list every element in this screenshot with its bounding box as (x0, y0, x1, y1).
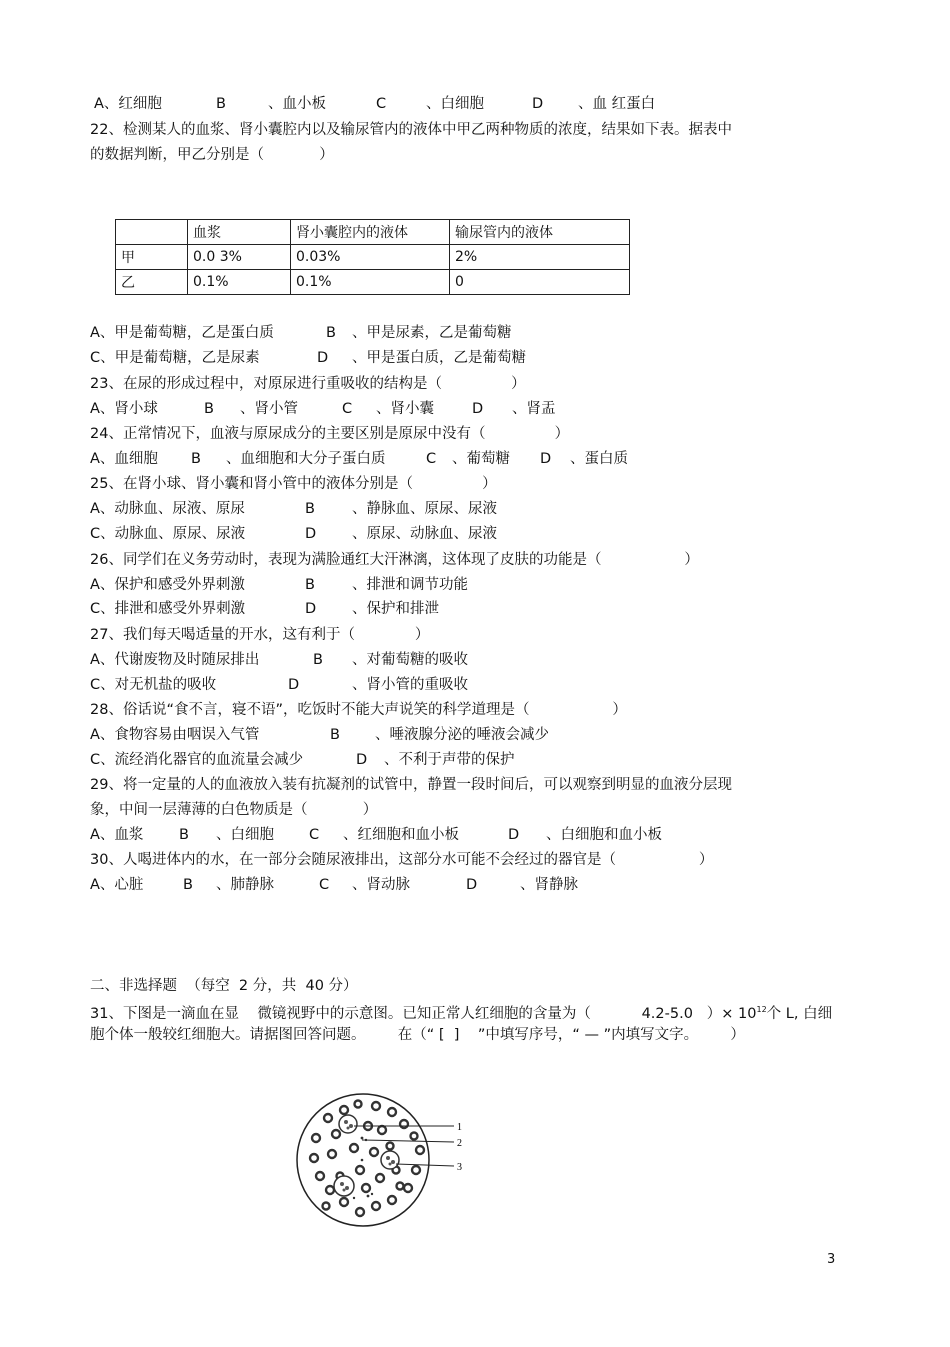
q25-option-b-text: 、静脉血、原尿、尿液 (352, 501, 497, 517)
table-row (116, 245, 630, 270)
table-header-cell: 肾小囊腔内的液体 (291, 220, 450, 245)
q24-option-b-text: 、血细胞和大分子蛋白质 (226, 451, 386, 467)
q28-option-c: C、流经消化器官的血流量会减少 (90, 752, 304, 768)
q23-option-a: A、肾小球 (90, 401, 158, 417)
q25-option-d-text: 、原尿、动脉血、尿液 (352, 526, 497, 542)
q27-stem: 27、我们每天喝适量的开水，这有利于（ ） (90, 627, 430, 643)
q30-option-b-letter: B (183, 877, 193, 893)
table-cell: 0 (450, 270, 630, 295)
q31-stem-line1 (90, 1001, 832, 1023)
q28-stem: 28、俗话说“食不言，寝不语”，吃饭时不能大声说笑的科学道理是（ ） (90, 702, 627, 718)
q29-option-a: A、血浆 (90, 827, 144, 843)
q29-option-b-text: 、白细胞 (216, 827, 274, 843)
q28-option-a: A、食物容易由咽误入气管 (90, 727, 260, 743)
table-cell: 0.1% (188, 270, 291, 295)
q22-table (115, 219, 630, 295)
q29-option-d-text: 、白细胞和血小板 (546, 827, 662, 843)
q26-option-c: C、排泄和感受外界刺激 (90, 601, 246, 617)
q31-stem-line1-b: 个 L, 白细 (766, 1005, 833, 1022)
q21-option-a: A、红细胞 (94, 96, 162, 112)
q22-option-b-letter: B (326, 325, 336, 341)
q25-option-a: A、动脉血、尿液、原尿 (90, 501, 245, 517)
blood-smear-figure (296, 1090, 486, 1230)
table-cell: 0.1% (291, 270, 450, 295)
q22-option-b-text: 、甲是尿素，乙是葡萄糖 (352, 325, 512, 341)
q22-stem-line2: 的数据判断，甲乙分别是（ ） (90, 147, 334, 163)
q24-option-c-text: 、葡萄糖 (452, 451, 510, 467)
table-cell: 0.03% (291, 245, 450, 270)
q21-option-b-text: 、血小板 (268, 96, 326, 112)
q27-option-d-letter: D (288, 677, 300, 693)
q24-option-c-letter: C (426, 451, 437, 467)
section-title: 二、非选择题 （每空 2 分，共 40 分） (90, 978, 358, 994)
figure-label-2: 2 (457, 1138, 462, 1149)
q30-option-c-letter: C (319, 877, 330, 893)
q21-option-d-letter: D (532, 96, 544, 112)
q25-option-b-letter: B (305, 501, 315, 517)
table-cell: 2% (450, 245, 630, 270)
q26-option-d-letter: D (305, 601, 317, 617)
q22-option-d-letter: D (317, 350, 329, 366)
q23-option-b-letter: B (204, 401, 214, 417)
q24-option-d-text: 、蛋白质 (570, 451, 628, 467)
q24-option-a: A、血细胞 (90, 451, 158, 467)
q28-option-d-letter: D (356, 752, 368, 768)
q23-option-c-text: 、肾小囊 (376, 401, 434, 417)
q29-option-c-letter: C (309, 827, 320, 843)
q30-option-d-letter: D (466, 877, 478, 893)
q21-option-c-letter: C (376, 96, 387, 112)
q22-stem-line1: 22、检测某人的血浆、肾小囊腔内以及输尿管内的液体中甲乙两种物质的浓度，结果如下表。据表中 (90, 122, 732, 138)
q21-option-c-text: 、白细胞 (426, 96, 484, 112)
table-cell: 乙 (116, 270, 188, 295)
q30-option-a: A、心脏 (90, 877, 144, 893)
q27-option-d-text: 、肾小管的重吸收 (352, 677, 468, 693)
q31-stem-line2: 胞个体一般较红细胞大。请据图回答问题。 在（“ [ ] ”中填写序号，“ — ”内填写文字。 ） (90, 1027, 745, 1043)
page-number: 3 (827, 1252, 836, 1267)
q22-option-c: C、甲是葡萄糖，乙是尿素 (90, 350, 260, 366)
q29-option-d-letter: D (508, 827, 520, 843)
figure-label-1: 1 (457, 1122, 462, 1133)
q28-option-b-text: 、唾液腺分泌的唾液会减少 (375, 727, 549, 743)
q26-option-a: A、保护和感受外界刺激 (90, 577, 245, 593)
q24-option-b-letter: B (191, 451, 201, 467)
q22-option-d-text: 、甲是蛋白质，乙是葡萄糖 (352, 350, 526, 366)
q30-stem: 30、人喝进体内的水，在一部分会随尿液排出，这部分水可能不会经过的器官是（ ） (90, 852, 714, 868)
figure-label-3: 3 (457, 1162, 462, 1173)
q27-option-c: C、对无机盐的吸收 (90, 677, 217, 693)
q26-option-b-text: 、排泄和调节功能 (352, 577, 468, 593)
q28-option-d-text: 、不利于声带的保护 (384, 752, 515, 768)
q22-option-a: A、甲是葡萄糖，乙是蛋白质 (90, 325, 274, 341)
q30-option-c-text: 、肾动脉 (352, 877, 410, 893)
q29-stem-line1: 29、将一定量的人的血液放入装有抗凝剂的试管中，静置一段时间后，可以观察到明显的血液分层现 (90, 777, 732, 793)
table-header-cell (116, 220, 188, 245)
q28-option-b-letter: B (330, 727, 340, 743)
table-row (116, 270, 630, 295)
q31-stem-line1-a: 31、下图是一滴血在显 微镜视野中的示意图。已知正常人红细胞的含量为（ 4.2-5.0 ）× 10 (90, 1005, 757, 1022)
q23-option-d-letter: D (472, 401, 484, 417)
q30-option-d-text: 、肾静脉 (520, 877, 578, 893)
q31-exponent: 12 (756, 1005, 767, 1014)
q24-option-d-letter: D (540, 451, 552, 467)
q23-option-c-letter: C (342, 401, 353, 417)
q25-option-d-letter: D (305, 526, 317, 542)
q26-option-d-text: 、保护和排泄 (352, 601, 439, 617)
q29-option-b-letter: B (179, 827, 189, 843)
q23-stem: 23、在尿的形成过程中，对原尿进行重吸收的结构是（ ） (90, 376, 526, 392)
q26-stem: 26、同学们在义务劳动时，表现为满脸通红大汗淋漓，这体现了皮肤的功能是（ ） (90, 552, 699, 568)
q26-option-b-letter: B (305, 577, 315, 593)
table-cell: 甲 (116, 245, 188, 270)
q21-option-b-letter: B (216, 96, 226, 112)
q27-option-a: A、代谢废物及时随尿排出 (90, 652, 260, 668)
q30-option-b-text: 、肺静脉 (216, 877, 274, 893)
q23-option-d-text: 、肾盂 (512, 401, 556, 417)
q25-option-c: C、动脉血、原尿、尿液 (90, 526, 246, 542)
q24-stem: 24、正常情况下，血液与原尿成分的主要区别是原尿中没有（ ） (90, 426, 570, 442)
q29-option-c-text: 、红细胞和血小板 (343, 827, 459, 843)
q23-option-b-text: 、肾小管 (240, 401, 298, 417)
q27-option-b-letter: B (313, 652, 323, 668)
q21-option-d-text: 、血 红蛋白 (578, 96, 656, 112)
q29-stem-line2: 象，中间一层薄薄的白色物质是（ ） (90, 802, 378, 818)
table-header-row (116, 220, 630, 245)
table-cell: 0.0 3% (188, 245, 291, 270)
table-header-cell: 输尿管内的液体 (450, 220, 630, 245)
q27-option-b-text: 、对葡萄糖的吸收 (352, 652, 468, 668)
table-header-cell: 血浆 (188, 220, 291, 245)
q25-stem: 25、在肾小球、肾小囊和肾小管中的液体分别是（ ） (90, 476, 497, 492)
